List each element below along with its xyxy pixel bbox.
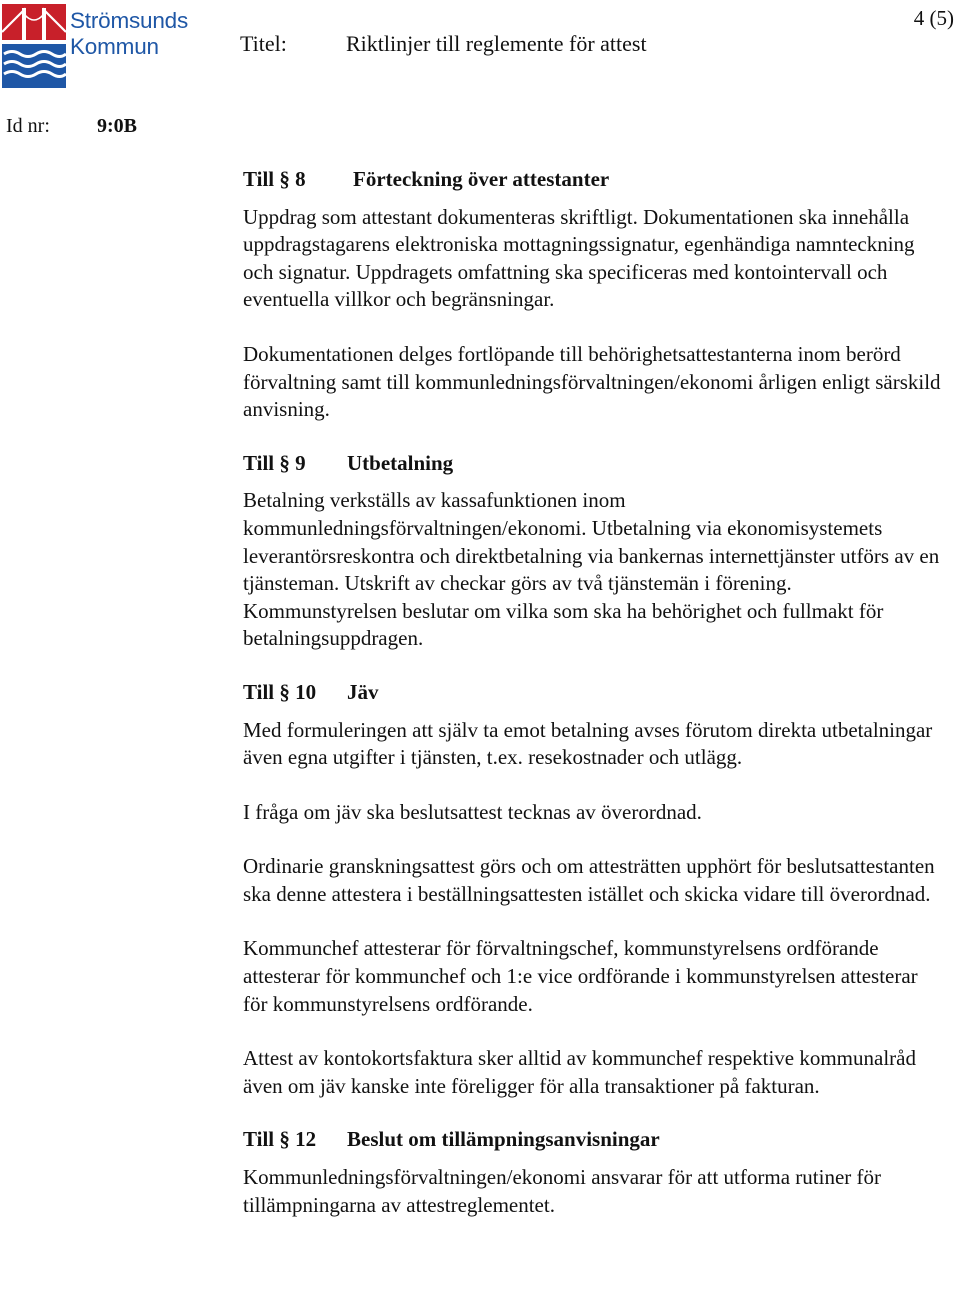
section-number: Till § 8 [243,167,306,191]
document-title: Riktlinjer till reglemente för attest [346,31,647,56]
paragraph: Ordinarie granskningsattest görs och om attesträtten upphört för beslutsattestanten ska denne attestera i beställningsattesten istället och skicka vidare till överordnad. [243,854,935,906]
bridge-emblem-icon [2,4,66,88]
section-title: Beslut om tillämpningsanvisningar [347,1127,660,1152]
section-title: Utbetalning [347,450,454,475]
title-label: Titel: [240,31,287,56]
paragraph: Kommunchef attesterar för förvaltningschef, kommunstyrelsens ordförande attesterar för kommunchef och 1:e vice ordförande i kommunstyrelsen attesterar för kommunstyrelsens ordförande. [243,936,918,1016]
section-number: Till § 9 [243,450,306,475]
section-heading [243,166,947,194]
id-value: 9:0B [97,115,137,137]
paragraph: Uppdrag som attestant dokumenteras skriftligt. Dokumentationen ska innehålla uppdragstagarens elektroniska mottagningssignatur, egenhändiga namnteckning och signatur. Uppdragets omfattning ska specificeras med kontointervall och eventuella villkor och begränsningar. [243,204,915,312]
paragraph: Betalning verkställs av kassafunktionen inom kommunledningsförvaltningen/ekonomi. Utbetalning via ekonomisystemets leverantörsreskontra och direktbetalning via bankernas internettjänster utförs av en tjänsteman. Utskrift av checkar görs av två tjänstemän i förening. Kommunstyrelsen beslutar om vilka som ska ha behörighet och fullmakt för betalningsuppdragen. [243,488,940,651]
section-heading [243,679,947,707]
section-heading [243,1126,947,1154]
logo-name-line2: Kommun [70,34,159,59]
logo-name-line1: Strömsunds [70,8,189,33]
id-label: Id nr: [6,115,50,137]
paragraph: I fråga om jäv ska beslutsattest tecknas av överordnad. [243,799,702,824]
paragraph: Kommunledningsförvaltningen/ekonomi ansvarar för att utforma rutiner för tillämpningarna av attestreglementet. [243,1165,881,1217]
section-title: Jäv [347,679,379,704]
document-body [243,166,947,1219]
section-number: Till § 10 [243,679,317,704]
paragraph: Med formuleringen att själv ta emot betalning avses förutom direkta utbetalningar även egna utgifter i tjänsten, t.ex. resekostnader och utlägg. [243,717,933,770]
paragraph: Attest av kontokortsfaktura sker alltid av kommunchef respektive kommunalråd även om jäv kanske inte föreligger för alla transaktioner på fakturan. [243,1046,916,1098]
municipality-logo [2,4,192,90]
section-title: Förteckning över attestanter [353,167,610,191]
page-number: 4 (5) [913,6,954,30]
paragraph: Dokumentationen delges fortlöpande till behörighetsattestanterna inom berörd förvaltning samt till kommunledningsförvaltningen/ekonomi årligen enligt särskild anvisning. [243,341,941,422]
section-heading [243,450,947,478]
section-number: Till § 12 [243,1127,317,1152]
